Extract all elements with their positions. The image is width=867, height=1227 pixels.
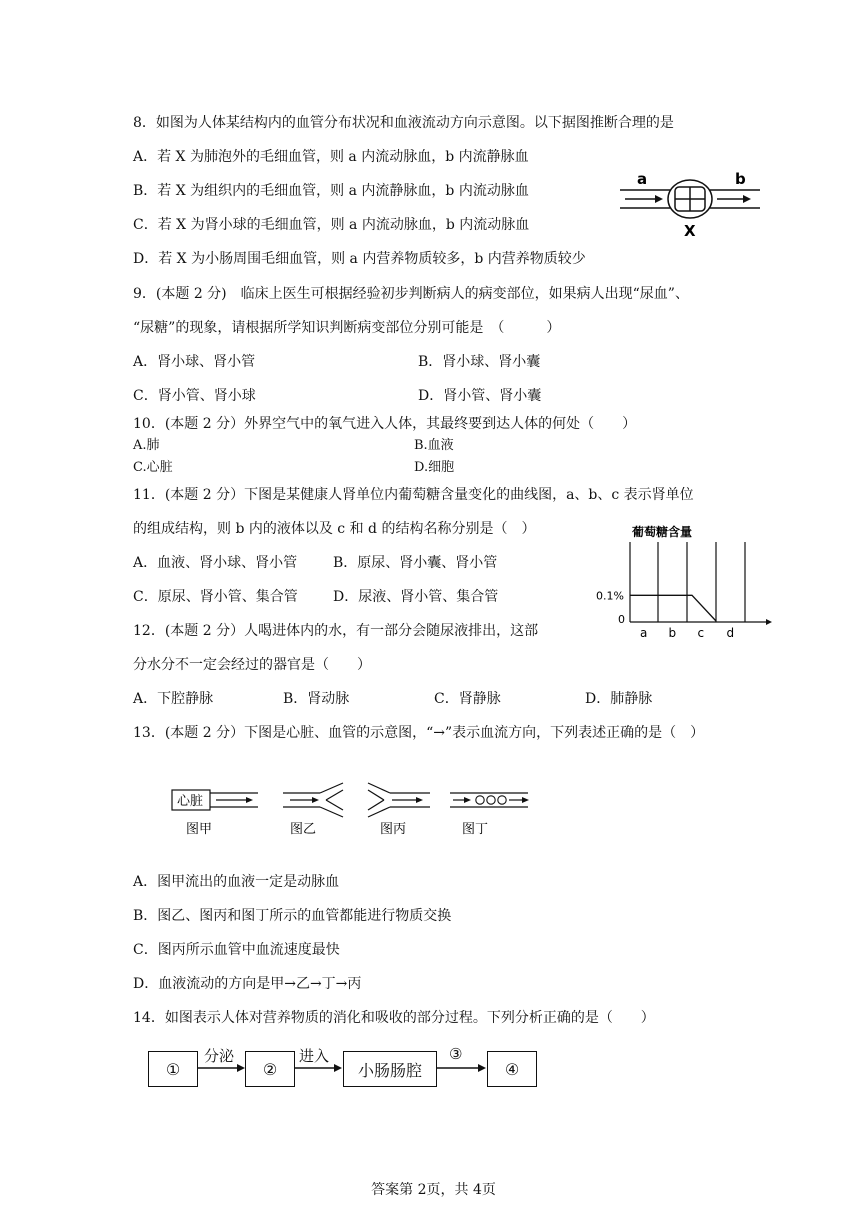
q11-option-b: B．原尿、肾小囊、肾小管 [333,555,498,571]
x-tick-label: b [668,626,677,640]
arrow-label-secrete: 分泌 [204,1047,235,1065]
y-tick-label: 0.1% [596,589,624,603]
q10-option-b: B.血液 [414,438,454,453]
x-axis-arrow [766,619,772,625]
q9-stem-line1: 9．(本题 2 分) 临床上医生可根据经验初步判断病人的病变部位，如果病人出现“尿血”、 [133,286,689,302]
q13-option-d: D．血液流动的方向是甲→乙→丁→丙 [133,976,362,992]
q8-option-d: D．若 X 为小肠周围毛细血管，则 a 内营养物质较多，b 内营养物质较少 [133,251,586,267]
q13-vessel-figure [160,778,540,840]
fig-jia-label: 图甲 [186,822,213,837]
q13-stem: 13．(本题 2 分）下图是心脏、血管的示意图，“→”表示血流方向，下列表述正确的是（ ） [133,725,705,741]
q14-stem: 14．如图表示人体对营养物质的消化和吸收的部分过程。下列分析正确的是（ ） [133,1010,655,1026]
q12-stem-line2: 分水分不一定会经过的器官是（ ） [133,657,371,673]
q12-option-c: C．肾静脉 [434,691,501,707]
q14-box-small-intestine: 小肠肠腔 [343,1051,437,1087]
x-tick-label: a [640,626,648,640]
q13-option-a: A．图甲流出的血液一定是动脉血 [133,874,340,890]
q9-stem-line2: “尿糖”的现象，请根据所学知识判断病变部位分别可能是 （ ） [133,320,561,336]
arrow-label-enter: 进入 [299,1047,330,1065]
q13-option-c: C．图丙所示血管中血流速度最快 [133,942,340,958]
q11-stem-line1: 11．(本题 2 分）下图是某健康人肾单位内葡萄糖含量变化的曲线图，a、b、c 表示肾单位 [133,487,694,503]
q10-option-c: C.心脏 [133,460,173,475]
q9-option-c: C．肾小管、肾小球 [133,388,256,404]
q9-option-a: A．肾小球、肾小管 [133,354,256,370]
chart-title: 葡萄糖含量 [632,525,693,539]
q9-option-d: D．肾小管、肾小囊 [418,388,542,404]
q10-option-d: D.细胞 [414,460,455,475]
q11-option-d: D．尿液、肾小管、集合管 [333,589,499,605]
q14-box-1: ① [148,1051,198,1087]
q11-option-a: A．血液、肾小球、肾小管 [133,555,298,571]
q8-option-c: C．若 X 为肾小球的毛细血管，则 a 内流动脉血，b 内流动脉血 [133,217,530,233]
fig-yi-label: 图乙 [290,822,317,837]
q10-option-a: A.肺 [133,438,160,453]
heart-label: 心脏 [177,794,204,809]
q11-stem-line2: 的组成结构，则 b 内的液体以及 c 和 d 的结构名称分别是（ ） [133,521,536,537]
glucose-series-line [630,595,716,621]
q8-label-a: a [637,170,648,188]
q8-capillary-figure [615,168,765,243]
q14-box-4: ④ [487,1051,537,1087]
q14-arrows [196,1060,491,1076]
q8-stem: 8．如图为人体某结构内的血管分布状况和血液流动方向示意图。以下据图推断合理的是 [133,115,674,131]
q11-option-c: C．原尿、肾小管、集合管 [133,589,298,605]
q8-option-b: B．若 X 为组织内的毛细血管，则 a 内流静脉血，b 内流动脉血 [133,183,529,199]
x-tick-label: c [697,626,705,640]
q13-option-b: B．图乙、图丙和图丁所示的血管都能进行物质交换 [133,908,452,924]
q8-label-x: X [684,222,696,240]
x-tick-label: d [726,626,735,640]
q12-option-a: A．下腔静脉 [133,691,214,707]
q14-box-2: ② [245,1051,295,1087]
page-footer: 答案第 2页，共 4页 [371,1182,496,1198]
fig-ding-label: 图丁 [462,822,489,837]
q12-option-d: D．肺静脉 [585,691,653,707]
q12-option-b: B．肾动脉 [283,691,350,707]
q8-label-b: b [735,170,746,188]
glucose-chart [590,518,775,648]
origin-label: 0 [618,613,625,626]
q12-stem-line1: 12．(本题 2 分）人喝进体内的水，有一部分会随尿液排出，这部 [133,623,539,639]
q8-option-a: A．若 X 为肺泡外的毛细血管，则 a 内流动脉血，b 内流静脉血 [133,149,529,165]
q9-option-b: B．肾小球、肾小囊 [418,354,541,370]
arrow-label-3: ③ [449,1045,463,1063]
q10-stem: 10．(本题 2 分）外界空气中的氧气进入人体，其最终要到达人体的何处（ ） [133,416,637,432]
fig-bing-label: 图丙 [380,822,407,837]
